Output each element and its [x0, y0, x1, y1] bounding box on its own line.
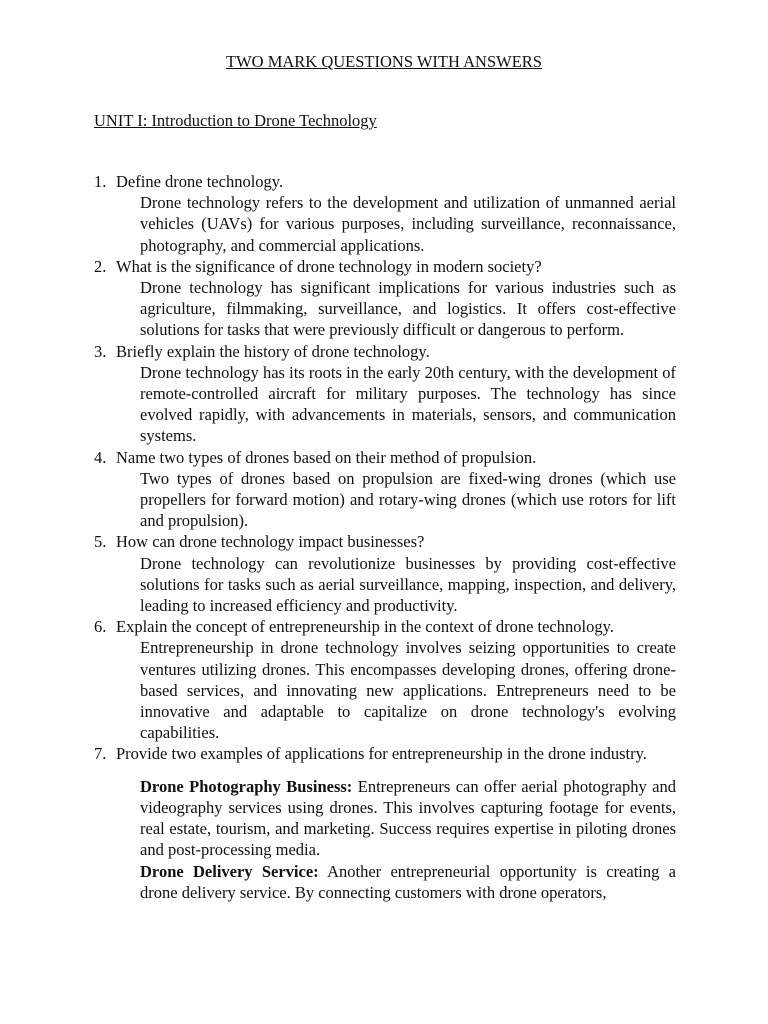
example-text: Another entrepreneurial opportunity is creating a drone delivery service. By connecting customers with drone operators, [140, 861, 677, 902]
question-text: Provide two examples of applications for entrepreneurship in the drone industry. [116, 744, 647, 764]
question-1 [94, 171, 676, 192]
page-title: TWO MARK QUESTIONS WITH ANSWERS [226, 52, 542, 71]
question-text: Define drone technology. [116, 172, 284, 191]
question-text: Name two types of drones based on their method of propulsion. [116, 447, 537, 467]
question-text: How can drone technology impact businesses? [116, 532, 425, 552]
example-text: Entrepreneurs can offer aerial photography and videography services using drones. This involves capturing footage for events, real estate, tourism, and marketing. Success requires expertise in piloting drones and post-processing media. [140, 776, 676, 860]
question-6 [94, 616, 676, 637]
question-text: Explain the concept of entrepreneurship in the context of drone technology. [116, 617, 614, 637]
question-text: Briefly explain the history of drone technology. [116, 341, 430, 361]
question-text: What is the significance of drone technology in modern society? [116, 256, 542, 276]
question-number: 4. [94, 447, 107, 467]
spacer [94, 765, 676, 776]
answer-6: Entrepreneurship in drone technology involves seizing opportunities to create ventures utilizing drones. This encompasses developing drones, offering drone-based services, and innovating new applications. Entrepreneurs need to be innovative and adaptable to capitalize on drone technology's evolving capabilities. [140, 638, 676, 743]
unit-heading: UNIT I: Introduction to Drone Technology [94, 111, 377, 130]
question-number: 7. [94, 744, 107, 764]
question-number: 6. [94, 617, 107, 637]
question-7 [94, 743, 676, 764]
question-5 [94, 531, 676, 552]
question-number: 3. [94, 341, 107, 361]
example-label: Drone Delivery Service: [140, 861, 319, 881]
question-4 [94, 447, 676, 468]
question-2 [94, 256, 676, 277]
question-3 [94, 341, 676, 362]
example-delivery [140, 861, 676, 903]
question-list [94, 171, 676, 903]
example-photography [140, 776, 676, 861]
question-number: 5. [94, 532, 107, 552]
answer-2: Drone technology has significant implications for various industries such as agriculture, filmmaking, surveillance, and logistics. It offers cost-effective solutions for tasks that were previously difficult or dangerous to perform. [140, 278, 676, 340]
answer-4: Two types of drones based on propulsion are fixed-wing drones (which use propellers for forward motion) and rotary-wing drones (which use rotors for lift and propulsion). [140, 468, 676, 531]
answer-3: Drone technology has its roots in the early 20th century, with the development of remote-controlled aircraft for military purposes. The technology has since evolved rapidly, with advancements in materials, sensors, and communication systems. [140, 362, 676, 446]
answer-5: Drone technology can revolutionize businesses by providing cost-effective solutions for tasks such as aerial surveillance, mapping, inspection, and delivery, leading to increased efficiency and productivity. [140, 553, 676, 616]
example-label: Drone Photography Business: [140, 776, 353, 796]
question-number: 2. [94, 256, 107, 276]
question-number: 1. [94, 172, 107, 191]
answer-1: Drone technology refers to the development and utilization of unmanned aerial vehicles (UAVs) for various purposes, including surveillance, reconnaissance, photography, and commercial applications. [140, 193, 676, 255]
